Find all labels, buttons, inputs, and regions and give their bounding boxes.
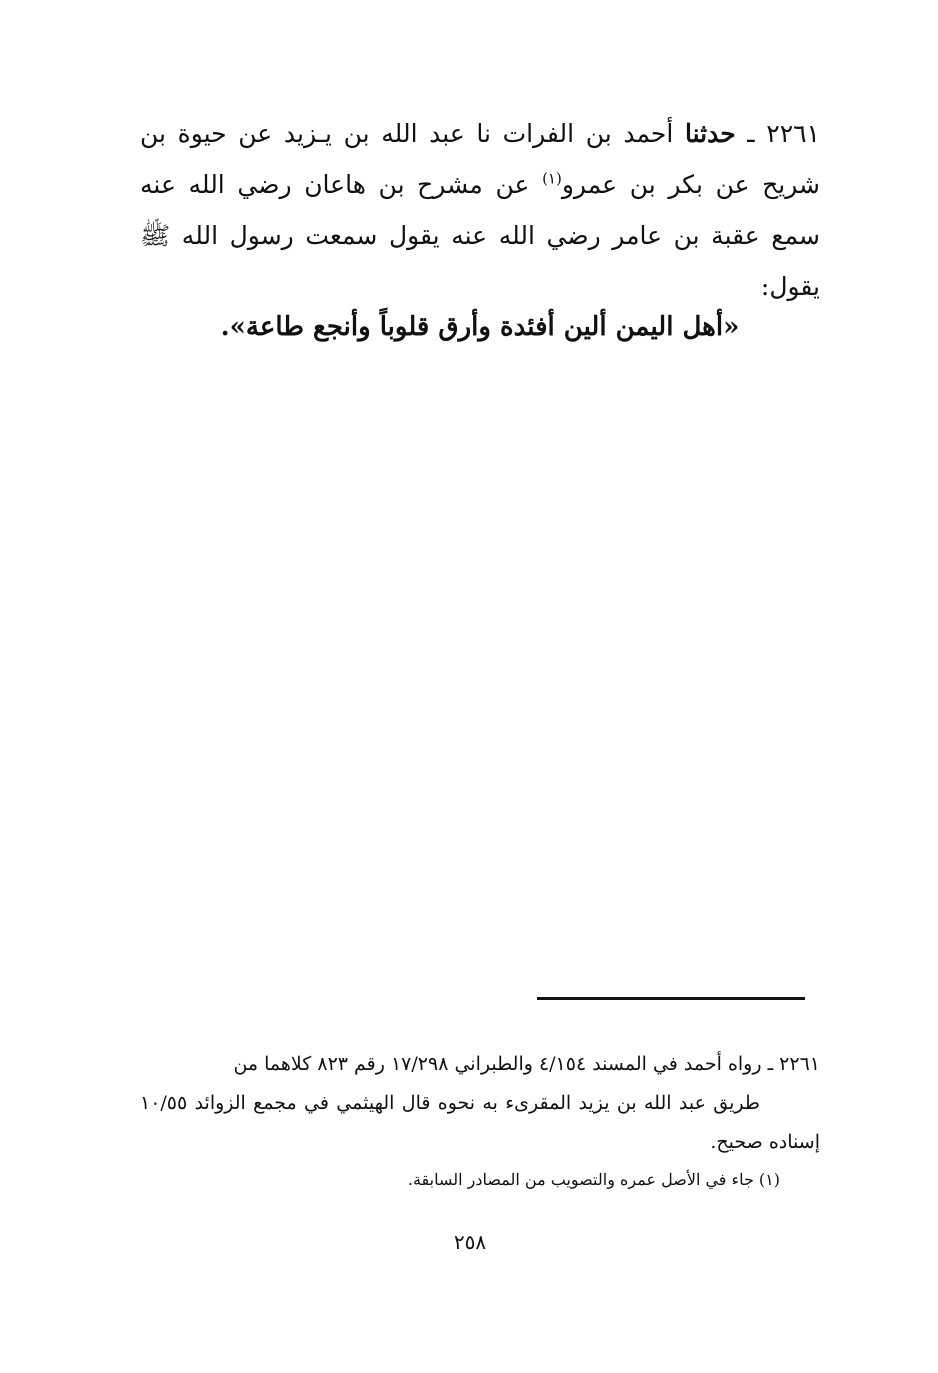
footnote-1: (١) جاء في الأصل عمره والتصويب من المصادر السابقة. <box>407 1170 780 1189</box>
footnote-marker: (١) <box>542 169 562 188</box>
isnad-text-part1: أحمد بن الفرات نا عبد الله بن يـزيد عن حيوة بن شريح عن بكر بن عمرو <box>140 119 821 199</box>
hadith-block <box>140 108 820 312</box>
footnote-separator <box>537 997 805 1000</box>
hadith-isnad <box>140 108 820 312</box>
isnad-text-part2: عن مشرح بن هاعان رضي الله عنه سمع عقبة بن عامر رضي الله عنه يقول سمعت رسول الله ﷺ يقول: <box>140 170 820 301</box>
takhrij-continuation: طريق عبد الله بن يزيد المقرىء به نحوه قال الهيثمي في مجمع الزوائد ١٠/٥٥ إسناده صحيح. <box>140 1092 820 1153</box>
footnotes-block <box>140 1045 820 1198</box>
hadith-number: ٢٢٦١ ـ <box>747 119 820 148</box>
hadith-opening: حدثنا <box>684 119 736 148</box>
takhrij-line-1: ٢٢٦١ ـ رواه أحمد في المسند ٤/١٥٤ والطبراني ١٧/٢٩٨ رقم ٨٢٣ كلاهما من <box>233 1053 820 1075</box>
hadith-matn: «أهل اليمن ألين أفئدة وأرق قلوباً وأنجع طاعة». <box>220 312 740 342</box>
takhrij-note <box>140 1045 820 1162</box>
page-number: ٢٥٨ <box>453 1230 487 1254</box>
